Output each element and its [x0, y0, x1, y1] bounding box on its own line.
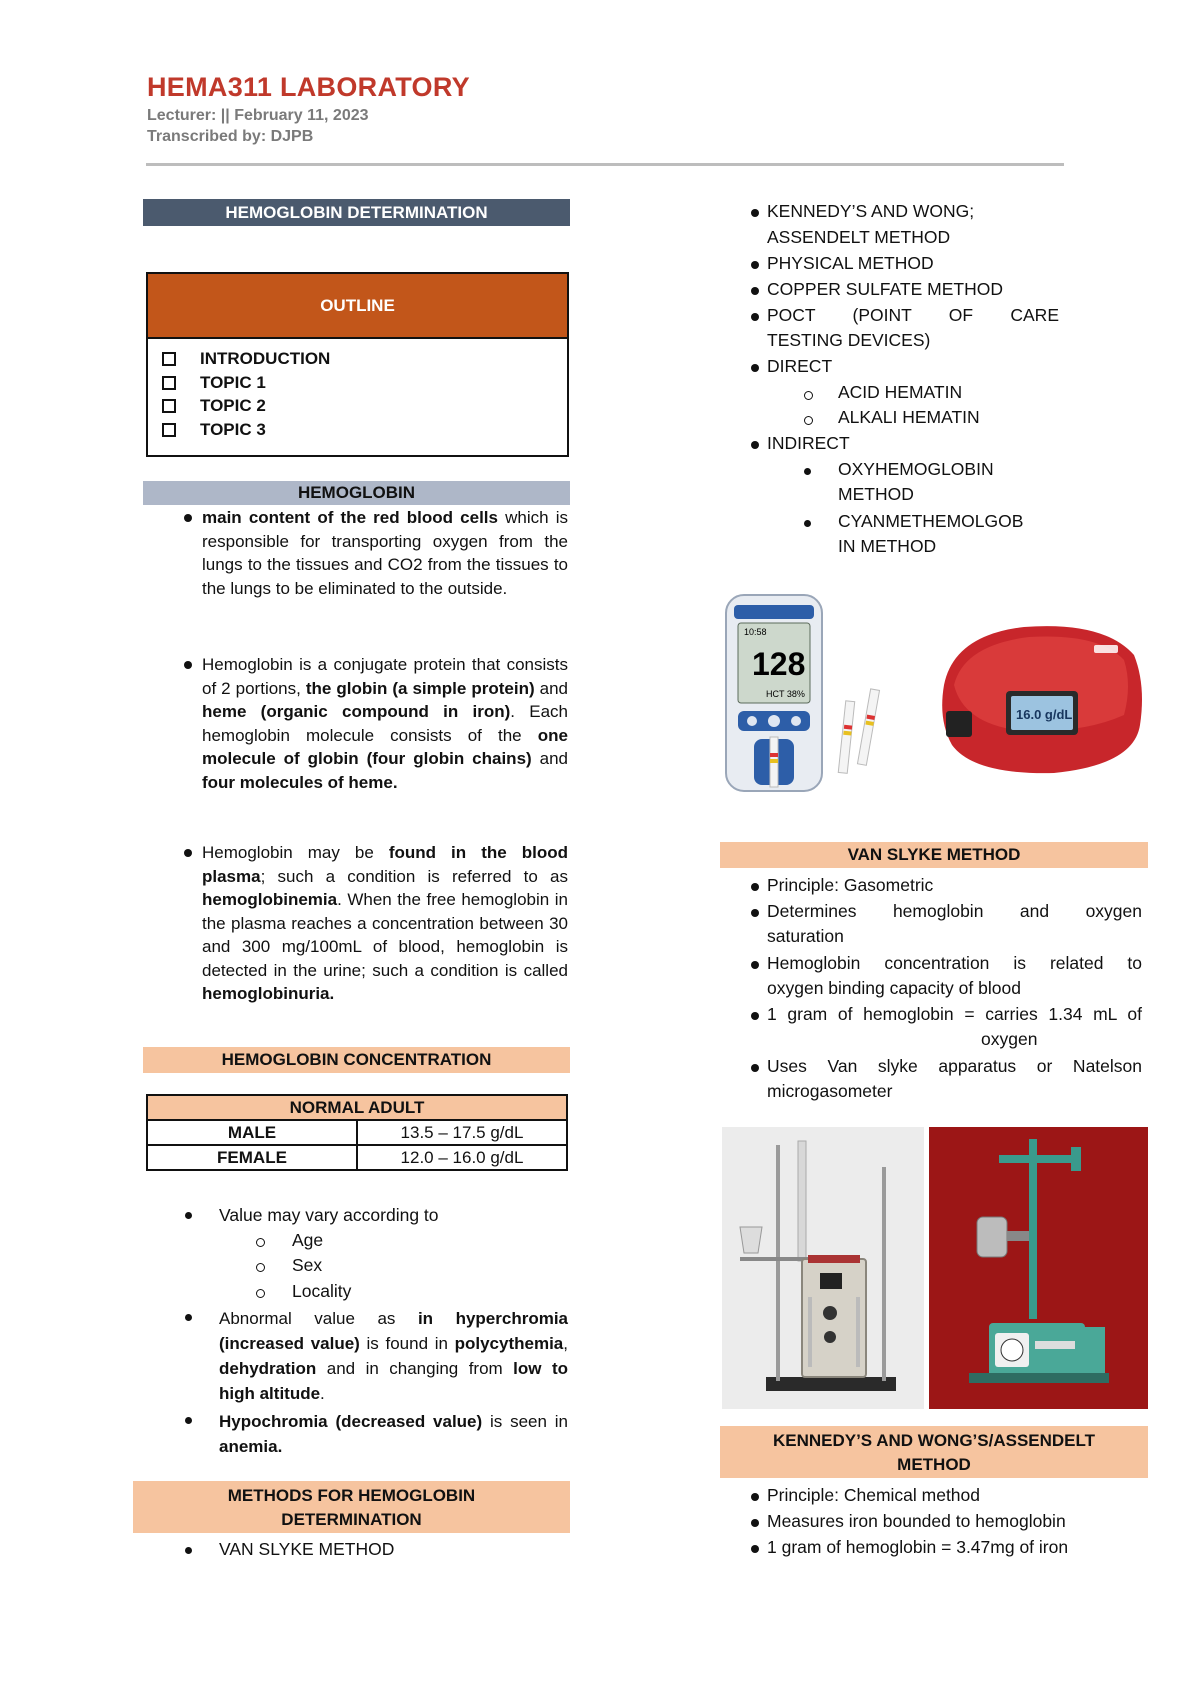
- method-item: PHYSICAL METHOD: [767, 253, 934, 273]
- circle-bullet-icon: [804, 391, 813, 400]
- bullet-icon: [751, 287, 759, 295]
- van-slyke-point: 1 gram of hemoglobin = carries 1.34 mL of: [767, 1004, 1142, 1024]
- variation-factor: Sex: [292, 1255, 323, 1275]
- checkbox-icon: [162, 423, 176, 437]
- outline-item[interactable]: INTRODUCTION: [162, 349, 330, 369]
- svg-text:128: 128: [752, 646, 806, 682]
- method-subitem-continued: IN METHOD: [838, 536, 937, 556]
- method-item: INDIRECT: [767, 433, 850, 453]
- outline-item[interactable]: TOPIC 1: [162, 373, 266, 393]
- method-item: KENNEDY’S AND WONG;: [767, 201, 975, 221]
- hemoglobin-paragraph-1: main content of the red blood cells which is responsible for transporting oxygen from the lungs to the tissues and CO2 from the tissues to the lungs to be eliminated to the outside.: [202, 508, 568, 598]
- checkbox-icon: [162, 352, 176, 366]
- bullet-icon: [184, 661, 192, 669]
- document-title: HEMA311 LABORATORY: [147, 72, 470, 102]
- bullet-icon: [751, 909, 759, 917]
- bullet-icon: [184, 514, 192, 522]
- svg-text:16.0 g/dL: 16.0 g/dL: [1016, 707, 1073, 722]
- bullet-icon: [184, 849, 192, 857]
- van-slyke-point: Determines hemoglobin and oxygen: [767, 901, 1142, 921]
- hypochromia-paragraph: Hypochromia (decreased value) is seen in anemia.: [219, 1412, 568, 1456]
- lecturer-line: Lecturer: || February 11, 2023: [147, 107, 369, 124]
- bullet-icon: [804, 520, 811, 527]
- table-cell-value: 13.5 – 17.5 g/dL: [357, 1120, 567, 1145]
- bullet-icon: [751, 1064, 759, 1072]
- kennedy-point: Principle: Chemical method: [767, 1485, 981, 1505]
- section-hemoglobin: HEMOGLOBIN: [143, 481, 570, 505]
- variation-factor: Locality: [292, 1281, 352, 1301]
- method-subitem: ACID HEMATIN: [838, 382, 963, 402]
- van-slyke-point-continued: oxygen: [981, 1029, 1038, 1049]
- normal-adult-table: [146, 1094, 568, 1171]
- bullet-icon: [751, 1493, 759, 1501]
- van-slyke-point: Hemoglobin concentration is related to: [767, 953, 1142, 973]
- transcriber-line: Transcribed by: DJPB: [147, 128, 314, 145]
- checkbox-icon: [162, 399, 176, 413]
- section-van-slyke: VAN SLYKE METHOD: [720, 842, 1148, 868]
- header-divider: [146, 163, 1064, 166]
- bullet-icon: [751, 1519, 759, 1527]
- circle-bullet-icon: [804, 416, 813, 425]
- bullet-icon: [751, 961, 759, 969]
- outline-item[interactable]: TOPIC 2: [162, 396, 266, 416]
- method-subitem: OXYHEMOGLOBIN: [838, 459, 994, 479]
- outline-box: [146, 272, 569, 457]
- variation-intro: Value may vary according to: [219, 1205, 439, 1225]
- van-slyke-point-continued: microgasometer: [767, 1081, 893, 1101]
- kennedy-point: 1 gram of hemoglobin = 3.47mg of iron: [767, 1537, 1069, 1557]
- bullet-icon: [185, 1314, 192, 1321]
- table-title: NORMAL ADULT: [147, 1095, 567, 1120]
- method-item: POCT (POINT OF CARE: [767, 305, 1059, 325]
- section-methods: METHODS FOR HEMOGLOBIN DETERMINATION: [133, 1481, 570, 1533]
- method-item: COPPER SULFATE METHOD: [767, 279, 1003, 299]
- handheld-meter-illustration: [724, 589, 904, 801]
- bullet-icon: [185, 1417, 192, 1424]
- svg-text:10:58: 10:58: [744, 627, 767, 637]
- bullet-icon: [185, 1212, 192, 1219]
- checkbox-icon: [162, 376, 176, 390]
- outline-item[interactable]: TOPIC 3: [162, 420, 266, 440]
- hemoglobin-paragraph-3: Hemoglobin may be found in the blood plasma; such a condition is referred to as hemoglobinemia. When the free hemoglobin in the plasma reaches a concentration between 30 and 300 mg/100mL of blood, hemoglobin is detected in the urine; such a condition is called hemoglobinuria.: [202, 843, 568, 1003]
- table-row: [147, 1145, 567, 1170]
- circle-bullet-icon: [256, 1263, 265, 1272]
- bullet-icon: [751, 313, 759, 321]
- van-slyke-point: Uses Van slyke apparatus or Natelson: [767, 1056, 1142, 1076]
- svg-text:HCT 38%: HCT 38%: [766, 689, 805, 699]
- bullet-icon: [751, 209, 759, 217]
- van-slyke-apparatus-photo: [722, 1127, 924, 1409]
- table-cell-value: 12.0 – 16.0 g/dL: [357, 1145, 567, 1170]
- hemoglobin-paragraph-2: Hemoglobin is a conjugate protein that consists of 2 portions, the globin (a simple protein) and heme (organic compound in iron). Each hemoglobin molecule consists of the one molecule of globin (four globin chains) and four molecules of heme.: [202, 655, 569, 792]
- outline-title: OUTLINE: [148, 274, 567, 339]
- section-hemoglobin-determination: HEMOGLOBIN DETERMINATION: [143, 199, 570, 226]
- table-cell-label: MALE: [147, 1120, 357, 1145]
- circle-bullet-icon: [256, 1238, 265, 1247]
- photometer-photo: [934, 615, 1147, 780]
- circle-bullet-icon: [256, 1289, 265, 1298]
- table-row: [147, 1120, 567, 1145]
- bullet-icon: [751, 441, 759, 449]
- van-slyke-point-continued: oxygen binding capacity of blood: [767, 978, 1021, 998]
- method-item-continued: ASSENDELT METHOD: [767, 227, 951, 247]
- bullet-icon: [804, 468, 811, 475]
- van-slyke-apparatus-illustration: [722, 1127, 924, 1409]
- bullet-icon: [751, 364, 759, 372]
- table-cell-label: FEMALE: [147, 1145, 357, 1170]
- van-slyke-point: Principle: Gasometric: [767, 875, 934, 895]
- handheld-meter-photo: [724, 589, 904, 801]
- method-subitem: ALKALI HEMATIN: [838, 407, 980, 427]
- method-item-continued: TESTING DEVICES): [767, 330, 931, 350]
- section-kennedy-wong: KENNEDY’S AND WONG’S/ASSENDELT METHOD: [720, 1426, 1148, 1478]
- natelson-microgasometer-illustration: [929, 1127, 1148, 1409]
- van-slyke-point-continued: saturation: [767, 926, 844, 946]
- bullet-icon: [751, 1545, 759, 1553]
- bullet-icon: [751, 1012, 759, 1020]
- method-item: DIRECT: [767, 356, 833, 376]
- bullet-icon: [751, 883, 759, 891]
- method-subitem: CYANMETHEMOLGOB: [838, 511, 1024, 531]
- natelson-microgasometer-photo: [929, 1127, 1148, 1409]
- hyperchromia-paragraph: Abnormal value as in hyperchromia (increased value) is found in polycythemia, dehydration and in changing from low to high altitude.: [219, 1309, 569, 1403]
- photometer-illustration: [934, 615, 1147, 780]
- method-subitem-continued: METHOD: [838, 484, 914, 504]
- bullet-icon: [185, 1547, 192, 1554]
- variation-factor: Age: [292, 1230, 324, 1250]
- kennedy-point: Measures iron bounded to hemoglobin: [767, 1511, 1066, 1531]
- method-item: VAN SLYKE METHOD: [219, 1539, 395, 1559]
- section-hemoglobin-concentration: HEMOGLOBIN CONCENTRATION: [143, 1047, 570, 1073]
- bullet-icon: [751, 261, 759, 269]
